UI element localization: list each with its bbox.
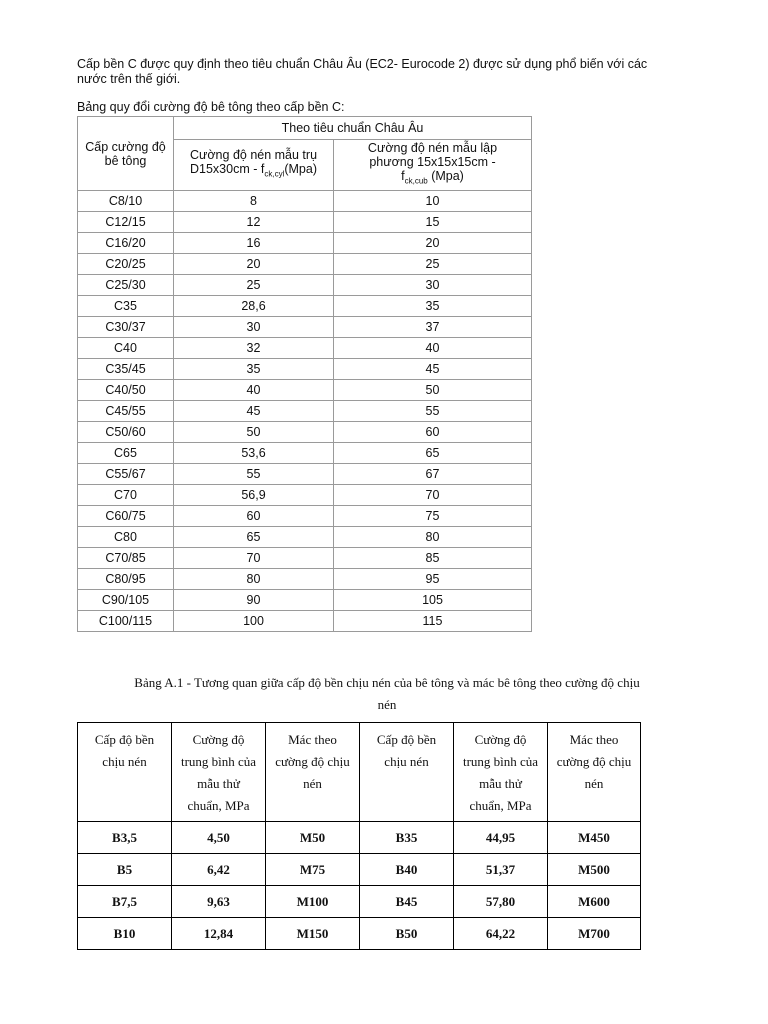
table1-cell: 67 [334, 464, 532, 485]
table1-header-cylinder: Cường độ nén mẫu trụ $D15x30cm - f_{ck,cyl}(Mpa)$ [174, 140, 334, 191]
table1-cell: 60 [334, 422, 532, 443]
table2-cell: 9,63 [172, 886, 266, 918]
table1-row [78, 296, 532, 317]
table2-header-row [78, 723, 641, 822]
table1-cell: C60/75 [78, 506, 174, 527]
table1-cell: 15 [334, 212, 532, 233]
table1-cell: C40 [78, 338, 174, 359]
table1-row [78, 422, 532, 443]
table1-cell: C25/30 [78, 275, 174, 296]
table1-cell: C30/37 [78, 317, 174, 338]
table1-cell: 56,9 [174, 485, 334, 506]
table2-header-cell: Cường độ trung bình của mẫu thử chuẩn, MPa [172, 723, 266, 822]
table1-cell: 75 [334, 506, 532, 527]
table2-cell: 6,42 [172, 854, 266, 886]
table1-cell: 90 [174, 590, 334, 611]
table1-cell: C8/10 [78, 191, 174, 212]
table2-header-cell: Cấp độ bền chịu nén [360, 723, 454, 822]
table2-row [78, 918, 641, 950]
intro-paragraph [77, 57, 717, 87]
table2-cell: 64,22 [454, 918, 548, 950]
table2-header-cell: Cường độ trung bình của mẫu thử chuẩn, MPa [454, 723, 548, 822]
table2-header-cell: Mác theo cường độ chịu nén [548, 723, 641, 822]
table1-header-class: Cấp cường độ bê tông [78, 117, 174, 191]
table2-cell: M600 [548, 886, 641, 918]
table2-cell: M700 [548, 918, 641, 950]
table1-header-row-1 [78, 117, 532, 140]
table1-cell: 55 [334, 401, 532, 422]
intro-line-1: Cấp bền C được quy định theo tiêu chuẩn Châu Âu (EC2- Eurocode 2) được sử dụng phổ biến với các [77, 57, 648, 71]
table2-cell: 57,80 [454, 886, 548, 918]
table1-row [78, 548, 532, 569]
table1-row [78, 569, 532, 590]
table1-cell: C35 [78, 296, 174, 317]
table1-cell: 100 [174, 611, 334, 632]
table2-caption: Bảng A.1 - Tương quan giữa cấp độ bền chịu nén của bê tông và mác bê tông theo cường độ chịu nén [134, 675, 640, 712]
table1-row [78, 338, 532, 359]
table1-row [78, 611, 532, 632]
table1-cell: 45 [174, 401, 334, 422]
table2-cell: M500 [548, 854, 641, 886]
table1-cell: 70 [334, 485, 532, 506]
table1-cell: 53,6 [174, 443, 334, 464]
intro-line-2: nước trên thế giới. [77, 72, 181, 86]
table1-cell: 65 [334, 443, 532, 464]
table2-cell: B5 [78, 854, 172, 886]
table2-cell: B50 [360, 918, 454, 950]
table1-row [78, 401, 532, 422]
table2-header-cell: Cấp độ bền chịu nén [78, 723, 172, 822]
table1-cell: 55 [174, 464, 334, 485]
table1-cell: 16 [174, 233, 334, 254]
table1-row [78, 506, 532, 527]
table1-cell: 95 [334, 569, 532, 590]
table1-row [78, 359, 532, 380]
table2-cell: B35 [360, 822, 454, 854]
table1-cell: 28,6 [174, 296, 334, 317]
table1-cell: C55/67 [78, 464, 174, 485]
table1-row [78, 191, 532, 212]
table1-cell: 8 [174, 191, 334, 212]
table2-row [78, 886, 641, 918]
table1-row [78, 254, 532, 275]
table1-cell: 60 [174, 506, 334, 527]
table2-cell: 12,84 [172, 918, 266, 950]
table1-row [78, 590, 532, 611]
table1-row [78, 233, 532, 254]
table1-caption: Bảng quy đổi cường độ bê tông theo cấp bền C: [77, 100, 345, 114]
table1-cell: C90/105 [78, 590, 174, 611]
table1-row [78, 485, 532, 506]
table2-cell: 4,50 [172, 822, 266, 854]
table1-cell: 35 [174, 359, 334, 380]
table1-cell: C80/95 [78, 569, 174, 590]
table1-row [78, 380, 532, 401]
table2-body [78, 723, 641, 950]
table2-cell: M50 [266, 822, 360, 854]
table1-cell: C80 [78, 527, 174, 548]
table2-cell: 51,37 [454, 854, 548, 886]
table1-cell: 50 [174, 422, 334, 443]
table1-cell: C12/15 [78, 212, 174, 233]
table2-row [78, 854, 641, 886]
table1-cell: 20 [334, 233, 532, 254]
table1-cell: C70/85 [78, 548, 174, 569]
table1-cell: 25 [334, 254, 532, 275]
table1-cell: 85 [334, 548, 532, 569]
strength-grade-table [77, 722, 641, 950]
table1-cell: 10 [334, 191, 532, 212]
table2-cell: M100 [266, 886, 360, 918]
table2-cell: M450 [548, 822, 641, 854]
table1-cell: C35/45 [78, 359, 174, 380]
table1-cell: 30 [334, 275, 532, 296]
table1-cell: 70 [174, 548, 334, 569]
table1-cell: C65 [78, 443, 174, 464]
table1-row [78, 443, 532, 464]
table1-cell: 32 [174, 338, 334, 359]
table1-cell: 65 [174, 527, 334, 548]
table2-row [78, 822, 641, 854]
table1-cell: C50/60 [78, 422, 174, 443]
table2-cell: B7,5 [78, 886, 172, 918]
table2-cell: B40 [360, 854, 454, 886]
table1-cell: C20/25 [78, 254, 174, 275]
table1-cell: 80 [334, 527, 532, 548]
table1-row [78, 212, 532, 233]
table1-cell: 37 [334, 317, 532, 338]
table1-cell: C100/115 [78, 611, 174, 632]
concrete-class-conversion-table [77, 116, 532, 632]
table1-body [78, 191, 532, 632]
table1-cell: 40 [174, 380, 334, 401]
table1-cell: 115 [334, 611, 532, 632]
table1-cell: C45/55 [78, 401, 174, 422]
table1-cell: C70 [78, 485, 174, 506]
table1-header-group: Theo tiêu chuẩn Châu Âu [174, 117, 532, 140]
table1-cell: 20 [174, 254, 334, 275]
table1-cell: 80 [174, 569, 334, 590]
table1-cell: C40/50 [78, 380, 174, 401]
table1-row [78, 317, 532, 338]
table1-cell: C16/20 [78, 233, 174, 254]
table1-cell: 12 [174, 212, 334, 233]
table2-cell: M150 [266, 918, 360, 950]
table1-row [78, 527, 532, 548]
table2-cell: M75 [266, 854, 360, 886]
table2-cell: B3,5 [78, 822, 172, 854]
table2-cell: B45 [360, 886, 454, 918]
table2-header-cell: Mác theo cường độ chịu nén [266, 723, 360, 822]
table1-row [78, 464, 532, 485]
table1-cell: 50 [334, 380, 532, 401]
table1-cell: 105 [334, 590, 532, 611]
table1-cell: 30 [174, 317, 334, 338]
table1-row [78, 275, 532, 296]
table2-cell: B10 [78, 918, 172, 950]
table1-cell: 40 [334, 338, 532, 359]
table2-cell: 44,95 [454, 822, 548, 854]
table1-cell: 35 [334, 296, 532, 317]
table1-cell: 25 [174, 275, 334, 296]
table1-header-cube: Cường độ nén mẫu lập phương 15x15x15cm - $f_{ck,cub}$ (Mpa) [334, 140, 532, 191]
table1-cell: 45 [334, 359, 532, 380]
